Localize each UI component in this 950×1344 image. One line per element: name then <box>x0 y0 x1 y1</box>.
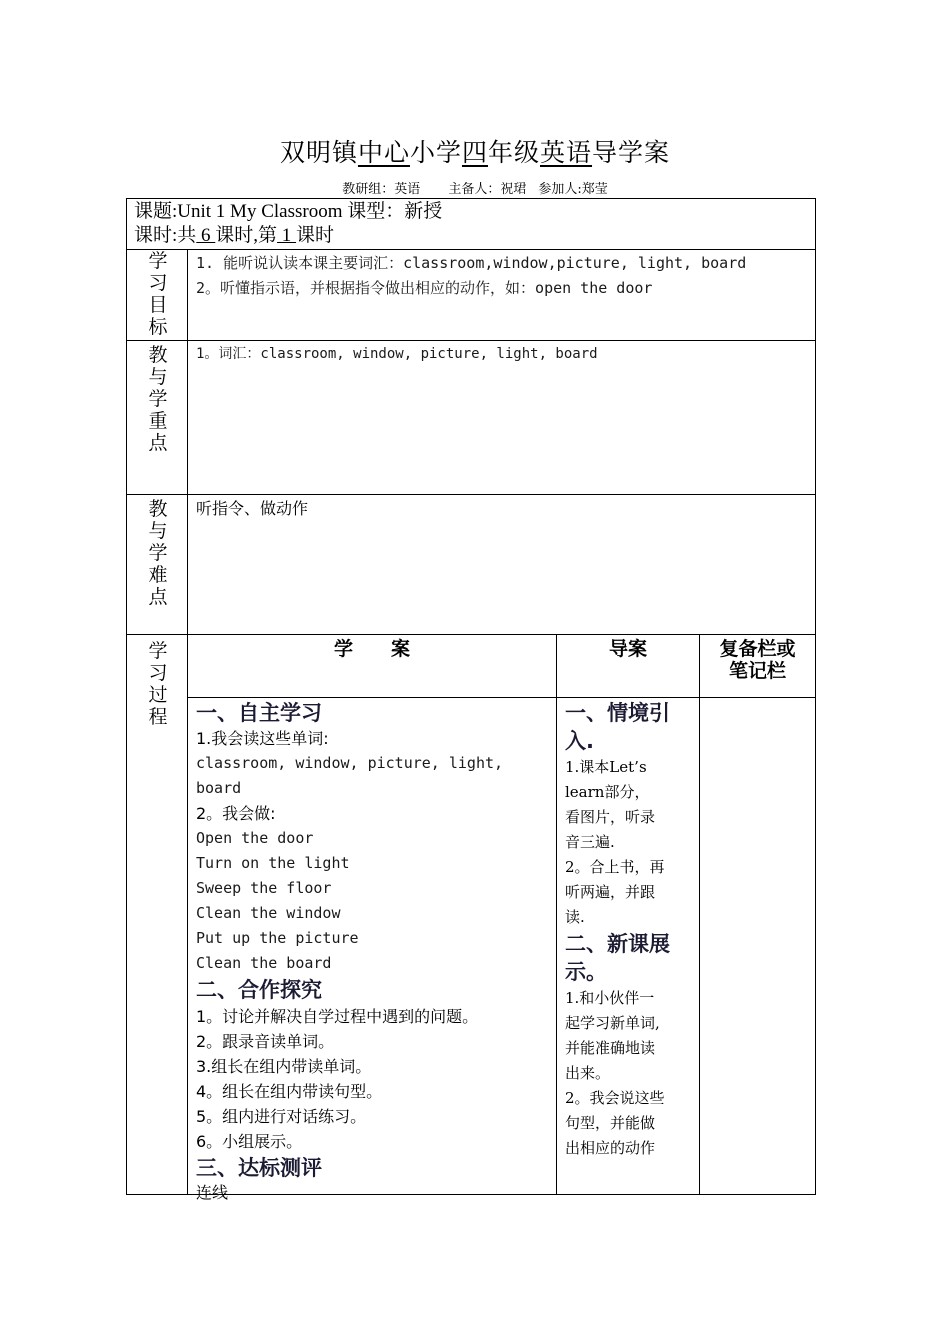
author: 主备人：祝珺 <box>448 182 527 197</box>
process-label: 学 习 过 程 <box>148 640 168 728</box>
page-subtitle <box>0 178 950 197</box>
difficulty-label: 教 与 学 难 点 <box>148 498 168 608</box>
notes-column-header: 复备栏或 笔记栏 <box>719 638 796 682</box>
key-points-label: 教 与 学 重 点 <box>148 344 168 454</box>
goals-content: 1. 能听说认读本课主要词汇：classroom,window,picture, light, board 2。听懂指示语，并根据指令做出相应的动作，如：open the door <box>196 254 747 297</box>
lesson-periods: 课时:共 6 课时,第 1 课时 <box>134 225 335 246</box>
cooperation-list: 1。讨论并解决自学过程中遇到的问题。 2。跟录音读单词。 3.组长在组内带读单词。 4。组长在组内带读句型。 5。组内进行对话练习。 6。小组展示。 <box>196 1007 479 1151</box>
difficulty-content: 听指令、做动作 <box>196 499 309 518</box>
assessment-heading: 三、达标测评 <box>196 1156 322 1180</box>
xuean-content: 一、自主学习 1.我会读这些单词: classroom, window, picture, light, board 2。我会做: Open the door Turn on the light Sweep the floor Clean the window Put up the picture Clean the board 二、合作探究 1。讨论并解决自学过程中遇到的问题。 2。跟录音读单词。 3.组长在组内带读单词。 4。组长在组内带读句型。 5。组内进行对话练习。 6。小组展示。 三、达标测评 连线 <box>196 699 552 1204</box>
daoan-content: 一、情境引 入. 1.课本Let’s learn部分， 看图片，听录 音三遍. 2。合上书，再 听两遍，并跟 读. 二、新课展 示。 1.和小伙伴一 起学习新单词, 并能准确地读 出来。 2。我会说这些 句型，并能做 出相应的动作 <box>565 699 697 1161</box>
teaching-group: 教研组：英语 <box>342 182 421 197</box>
situation-heading: 一、情境引 入. <box>565 701 670 753</box>
cooperation-heading: 二、合作探究 <box>196 978 322 1002</box>
new-lesson-heading: 二、新课展 示。 <box>565 932 670 984</box>
lesson-topic: 课题:Unit 1 My Classroom 课型：新授 <box>134 201 443 222</box>
goals-label: 学 习 目 标 <box>148 250 168 338</box>
lesson-header <box>134 200 814 248</box>
daoan-column-header: 导案 <box>608 638 647 660</box>
phrase-list: Open the door Turn on the light Sweep the floor Clean the window Put up the picture Clean the board <box>196 829 359 972</box>
notes-content <box>700 698 815 1194</box>
page-title: 双明镇中心小学四年级英语导学案 <box>279 138 671 167</box>
xuean-column-header: 学 案 <box>333 638 410 660</box>
self-study-heading: 一、自主学习 <box>196 701 322 725</box>
key-points-content: 1。词汇：classroom, window, picture, light, board <box>196 346 598 362</box>
participant: 参加人:郑莹 <box>538 182 608 197</box>
